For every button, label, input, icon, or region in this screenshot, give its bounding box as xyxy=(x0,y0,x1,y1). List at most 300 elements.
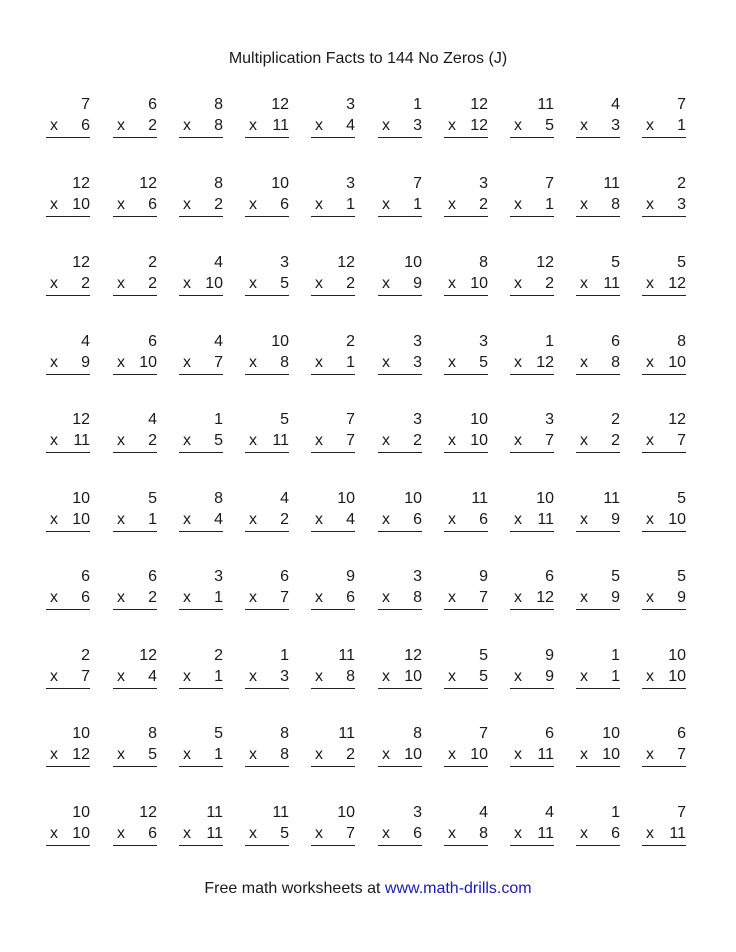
problem xyxy=(510,490,554,542)
answer-line xyxy=(113,137,157,138)
multiplier: 8 xyxy=(280,354,289,371)
multiplicand: 8 xyxy=(214,96,223,113)
problem xyxy=(46,175,90,227)
problem xyxy=(510,804,554,856)
multiplier-row xyxy=(179,117,223,135)
footer-text: Free math worksheets at xyxy=(204,880,385,897)
multiply-sign: x xyxy=(117,825,125,842)
multiplier-row xyxy=(378,432,422,450)
multiplicand: 4 xyxy=(479,804,488,821)
answer-line xyxy=(113,452,157,453)
answer-line xyxy=(444,216,488,217)
multiply-sign: x xyxy=(646,196,654,213)
multiplier: 11 xyxy=(206,825,223,842)
multiplier: 4 xyxy=(148,668,157,685)
problem xyxy=(311,254,355,306)
multiplier-row xyxy=(311,511,355,529)
multiplier: 6 xyxy=(413,825,422,842)
multiplier-row xyxy=(113,589,157,607)
multiplier-row xyxy=(245,275,289,293)
multiplier-row xyxy=(245,354,289,372)
multiplicand: 7 xyxy=(346,411,355,428)
answer-line xyxy=(642,609,686,610)
multiply-sign: x xyxy=(646,746,654,763)
multiplier: 6 xyxy=(81,117,90,134)
multiplicand: 11 xyxy=(603,175,620,192)
problem xyxy=(46,254,90,306)
multiply-sign: x xyxy=(448,589,456,606)
multiplicand: 2 xyxy=(214,647,223,664)
answer-line xyxy=(46,609,90,610)
multiplicand: 10 xyxy=(602,725,620,742)
multiplicand: 11 xyxy=(338,725,355,742)
answer-line xyxy=(245,845,289,846)
problem xyxy=(179,647,223,699)
answer-line xyxy=(245,609,289,610)
answer-line xyxy=(510,216,554,217)
multiplier-row xyxy=(510,275,554,293)
answer-line xyxy=(46,374,90,375)
multiplicand: 2 xyxy=(611,411,620,428)
multiplier-row xyxy=(179,275,223,293)
multiply-sign: x xyxy=(448,432,456,449)
answer-line xyxy=(245,137,289,138)
problem xyxy=(46,490,90,542)
problem xyxy=(179,411,223,463)
answer-line xyxy=(311,766,355,767)
answer-line xyxy=(510,452,554,453)
multiplicand: 12 xyxy=(668,411,686,428)
multiply-sign: x xyxy=(117,746,125,763)
multiplier-row xyxy=(642,668,686,686)
multiplier: 2 xyxy=(479,196,488,213)
answer-line xyxy=(510,688,554,689)
multiplier: 7 xyxy=(81,668,90,685)
multiplier: 3 xyxy=(611,117,620,134)
multiplier: 11 xyxy=(272,117,289,134)
answer-line xyxy=(245,295,289,296)
multiply-sign: x xyxy=(580,275,588,292)
answer-line xyxy=(444,374,488,375)
multiplicand: 6 xyxy=(148,96,157,113)
multiplier-row xyxy=(179,825,223,843)
multiplicand: 9 xyxy=(346,568,355,585)
answer-line xyxy=(576,531,620,532)
answer-line xyxy=(444,845,488,846)
multiply-sign: x xyxy=(183,589,191,606)
multiply-sign: x xyxy=(249,117,257,134)
multiplier: 12 xyxy=(72,746,90,763)
answer-line xyxy=(510,609,554,610)
multiply-sign: x xyxy=(315,196,323,213)
answer-line xyxy=(510,766,554,767)
multiplicand: 1 xyxy=(611,804,620,821)
answer-line xyxy=(444,295,488,296)
problem xyxy=(179,804,223,856)
multiply-sign: x xyxy=(514,668,522,685)
multiplier-row xyxy=(179,432,223,450)
multiplier: 1 xyxy=(346,196,355,213)
multiply-sign: x xyxy=(646,511,654,528)
answer-line xyxy=(576,452,620,453)
answer-line xyxy=(311,845,355,846)
problem xyxy=(311,725,355,777)
multiplier: 5 xyxy=(280,825,289,842)
multiplier: 11 xyxy=(272,432,289,449)
multiply-sign: x xyxy=(117,668,125,685)
multiplier-row xyxy=(245,196,289,214)
multiplier: 9 xyxy=(677,589,686,606)
problem xyxy=(311,96,355,148)
multiplier: 6 xyxy=(611,825,620,842)
problem xyxy=(510,568,554,620)
multiplicand: 3 xyxy=(280,254,289,271)
answer-line xyxy=(311,216,355,217)
multiply-sign: x xyxy=(50,589,58,606)
multiplicand: 10 xyxy=(404,490,422,507)
multiplier-row xyxy=(378,196,422,214)
multiplicand: 1 xyxy=(611,647,620,664)
answer-line xyxy=(642,452,686,453)
problem xyxy=(510,725,554,777)
multiplier: 2 xyxy=(280,511,289,528)
multiply-sign: x xyxy=(514,432,522,449)
multiply-sign: x xyxy=(117,196,125,213)
answer-line xyxy=(444,609,488,610)
problem xyxy=(510,96,554,148)
answer-line xyxy=(576,374,620,375)
problem xyxy=(576,725,620,777)
problem xyxy=(179,490,223,542)
answer-line xyxy=(642,688,686,689)
multiplier: 2 xyxy=(346,275,355,292)
multiplier: 11 xyxy=(73,432,90,449)
multiplicand: 6 xyxy=(611,333,620,350)
multiplier: 1 xyxy=(545,196,554,213)
multiplier: 5 xyxy=(280,275,289,292)
multiplier-row xyxy=(444,117,488,135)
multiplier: 1 xyxy=(214,668,223,685)
multiplicand: 10 xyxy=(337,490,355,507)
multiply-sign: x xyxy=(315,432,323,449)
multiply-sign: x xyxy=(382,668,390,685)
multiplicand: 11 xyxy=(537,96,554,113)
footer xyxy=(0,879,736,899)
answer-line xyxy=(378,137,422,138)
problem xyxy=(642,647,686,699)
multiplicand: 6 xyxy=(677,725,686,742)
multiplicand: 8 xyxy=(148,725,157,742)
multiplicand: 2 xyxy=(81,647,90,664)
multiplier-row xyxy=(642,354,686,372)
multiplier: 2 xyxy=(148,275,157,292)
multiplicand: 7 xyxy=(413,175,422,192)
multiplier: 11 xyxy=(537,746,554,763)
answer-line xyxy=(642,295,686,296)
multiply-sign: x xyxy=(382,746,390,763)
multiplier: 7 xyxy=(677,432,686,449)
multiplicand: 12 xyxy=(470,96,488,113)
multiplicand: 8 xyxy=(413,725,422,742)
problem xyxy=(642,411,686,463)
multiplicand: 4 xyxy=(545,804,554,821)
multiply-sign: x xyxy=(580,589,588,606)
problem xyxy=(642,804,686,856)
multiply-sign: x xyxy=(448,746,456,763)
problem xyxy=(113,96,157,148)
multiplier: 7 xyxy=(346,825,355,842)
multiplier: 8 xyxy=(611,196,620,213)
multiplier-row xyxy=(576,275,620,293)
multiplier: 6 xyxy=(479,511,488,528)
multiplicand: 3 xyxy=(214,568,223,585)
multiplier: 7 xyxy=(214,354,223,371)
multiplier: 8 xyxy=(479,825,488,842)
multiplier-row xyxy=(510,117,554,135)
multiplier-row xyxy=(179,511,223,529)
multiply-sign: x xyxy=(448,275,456,292)
multiply-sign: x xyxy=(183,432,191,449)
multiplier-row xyxy=(311,746,355,764)
multiply-sign: x xyxy=(580,511,588,528)
answer-line xyxy=(576,688,620,689)
multiply-sign: x xyxy=(249,511,257,528)
multiply-sign: x xyxy=(249,668,257,685)
multiplicand: 4 xyxy=(148,411,157,428)
multiplicand: 10 xyxy=(404,254,422,271)
multiplier: 12 xyxy=(536,354,554,371)
problem xyxy=(311,804,355,856)
multiply-sign: x xyxy=(183,196,191,213)
answer-line xyxy=(444,452,488,453)
problem xyxy=(245,96,289,148)
problem xyxy=(113,804,157,856)
problem xyxy=(378,96,422,148)
multiplicand: 4 xyxy=(81,333,90,350)
multiply-sign: x xyxy=(50,432,58,449)
multiplier-row xyxy=(245,825,289,843)
multiply-sign: x xyxy=(382,432,390,449)
answer-line xyxy=(245,531,289,532)
multiplier-row xyxy=(642,589,686,607)
multiplier-row xyxy=(113,354,157,372)
answer-line xyxy=(179,452,223,453)
multiply-sign: x xyxy=(249,196,257,213)
multiply-sign: x xyxy=(117,589,125,606)
answer-line xyxy=(378,531,422,532)
multiplier: 7 xyxy=(479,589,488,606)
answer-line xyxy=(179,845,223,846)
multiplier: 10 xyxy=(139,354,157,371)
multiplier-row xyxy=(311,825,355,843)
problem xyxy=(576,804,620,856)
multiply-sign: x xyxy=(646,668,654,685)
multiplier-row xyxy=(378,746,422,764)
multiply-sign: x xyxy=(382,825,390,842)
multiplier: 11 xyxy=(537,825,554,842)
answer-line xyxy=(378,766,422,767)
multiplicand: 12 xyxy=(139,175,157,192)
problem xyxy=(444,175,488,227)
multiplier: 8 xyxy=(413,589,422,606)
multiplier: 2 xyxy=(148,117,157,134)
multiply-sign: x xyxy=(315,746,323,763)
multiplicand: 11 xyxy=(272,804,289,821)
problem xyxy=(444,96,488,148)
multiplier: 2 xyxy=(611,432,620,449)
multiplier: 10 xyxy=(602,746,620,763)
multiplicand: 3 xyxy=(413,568,422,585)
answer-line xyxy=(113,766,157,767)
multiplier-row xyxy=(46,117,90,135)
multiplier-row xyxy=(444,589,488,607)
problem xyxy=(378,175,422,227)
problem xyxy=(245,490,289,542)
problem xyxy=(642,254,686,306)
multiply-sign: x xyxy=(646,825,654,842)
answer-line xyxy=(311,452,355,453)
multiply-sign: x xyxy=(514,196,522,213)
multiplicand: 10 xyxy=(668,647,686,664)
answer-line xyxy=(113,295,157,296)
multiplier-row xyxy=(311,668,355,686)
multiplier: 9 xyxy=(81,354,90,371)
problem xyxy=(642,568,686,620)
answer-line xyxy=(378,295,422,296)
problem xyxy=(378,804,422,856)
footer-link[interactable]: www.math-drills.com xyxy=(384,880,532,897)
multiplier-row xyxy=(576,511,620,529)
multiplicand: 4 xyxy=(214,333,223,350)
problem xyxy=(510,647,554,699)
problem xyxy=(311,568,355,620)
multiply-sign: x xyxy=(249,432,257,449)
multiplier: 10 xyxy=(668,354,686,371)
multiply-sign: x xyxy=(249,746,257,763)
problem xyxy=(113,568,157,620)
problem xyxy=(576,647,620,699)
problem xyxy=(444,568,488,620)
problem xyxy=(245,254,289,306)
multiplier: 1 xyxy=(148,511,157,528)
answer-line xyxy=(46,216,90,217)
multiplicand: 1 xyxy=(214,411,223,428)
multiply-sign: x xyxy=(580,746,588,763)
multiplicand: 12 xyxy=(139,804,157,821)
problem xyxy=(179,175,223,227)
problem xyxy=(444,411,488,463)
multiplier-row xyxy=(642,275,686,293)
multiplicand: 9 xyxy=(545,647,554,664)
multiplier-row xyxy=(46,432,90,450)
problem xyxy=(378,490,422,542)
multiplier: 12 xyxy=(668,275,686,292)
multiply-sign: x xyxy=(183,354,191,371)
multiplier-row xyxy=(46,668,90,686)
answer-line xyxy=(444,531,488,532)
multiplier: 10 xyxy=(404,746,422,763)
problem xyxy=(642,96,686,148)
multiplicand: 3 xyxy=(479,175,488,192)
multiplier: 2 xyxy=(148,589,157,606)
worksheet-title: Multiplication Facts to 144 No Zeros (J) xyxy=(228,50,508,67)
answer-line xyxy=(311,609,355,610)
multiplier: 3 xyxy=(413,117,422,134)
multiplier: 1 xyxy=(214,746,223,763)
multiplier: 3 xyxy=(413,354,422,371)
multiplier-row xyxy=(576,589,620,607)
answer-line xyxy=(311,531,355,532)
multiply-sign: x xyxy=(514,825,522,842)
multiplicand: 10 xyxy=(72,725,90,742)
answer-line xyxy=(378,609,422,610)
problem xyxy=(46,647,90,699)
answer-line xyxy=(179,609,223,610)
multiplicand: 10 xyxy=(72,490,90,507)
answer-line xyxy=(311,688,355,689)
multiplicand: 12 xyxy=(404,647,422,664)
multiplier: 7 xyxy=(545,432,554,449)
multiplier: 4 xyxy=(214,511,223,528)
answer-line xyxy=(113,688,157,689)
multiply-sign: x xyxy=(646,117,654,134)
multiplicand: 6 xyxy=(148,333,157,350)
multiplier-row xyxy=(179,746,223,764)
problem xyxy=(245,411,289,463)
multiplicand: 2 xyxy=(346,333,355,350)
multiply-sign: x xyxy=(315,511,323,528)
multiplier-row xyxy=(378,354,422,372)
answer-line xyxy=(444,688,488,689)
multiplicand: 4 xyxy=(611,96,620,113)
multiplier: 7 xyxy=(280,589,289,606)
multiply-sign: x xyxy=(183,275,191,292)
multiplier: 11 xyxy=(669,825,686,842)
multiply-sign: x xyxy=(580,117,588,134)
problem xyxy=(378,647,422,699)
multiplier: 8 xyxy=(280,746,289,763)
multiplicand: 3 xyxy=(346,175,355,192)
multiplier-row xyxy=(642,196,686,214)
multiplier-row xyxy=(46,511,90,529)
answer-line xyxy=(510,531,554,532)
multiplicand: 1 xyxy=(280,647,289,664)
multiplier: 6 xyxy=(148,825,157,842)
multiplicand: 12 xyxy=(72,254,90,271)
multiplier: 2 xyxy=(214,196,223,213)
multiplier-row xyxy=(311,275,355,293)
problem xyxy=(245,568,289,620)
answer-line xyxy=(46,295,90,296)
multiplicand: 5 xyxy=(479,647,488,664)
answer-line xyxy=(576,137,620,138)
multiplicand: 3 xyxy=(413,333,422,350)
multiplier-row xyxy=(46,825,90,843)
problem xyxy=(245,333,289,385)
multiplicand: 6 xyxy=(545,568,554,585)
multiplier: 1 xyxy=(413,196,422,213)
multiplier: 10 xyxy=(470,432,488,449)
answer-line xyxy=(179,766,223,767)
multiplier-row xyxy=(179,668,223,686)
multiplier: 9 xyxy=(611,589,620,606)
multiply-sign: x xyxy=(50,275,58,292)
answer-line xyxy=(46,137,90,138)
multiplicand: 10 xyxy=(470,411,488,428)
multiplicand: 8 xyxy=(214,490,223,507)
multiplicand: 12 xyxy=(72,175,90,192)
multiplicand: 5 xyxy=(677,254,686,271)
